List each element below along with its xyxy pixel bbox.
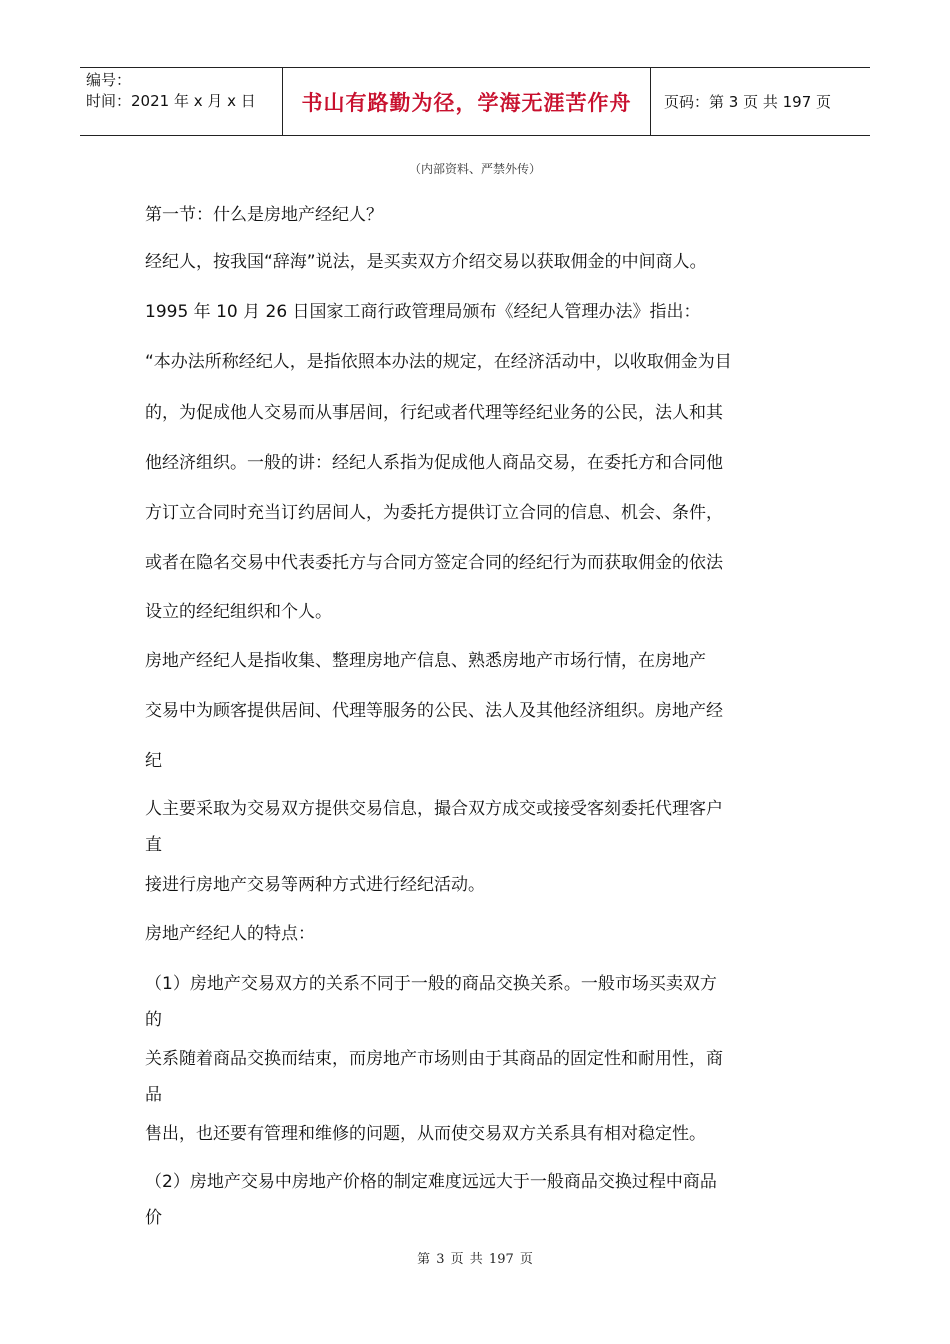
document-number-label: 编号： (86, 71, 132, 89)
paragraph-line: 人主要采取为交易双方提供交易信息，撮合双方成交或接受客刻委托代理客户 (145, 799, 723, 819)
header-motto-cell (282, 68, 651, 135)
paragraph-line: 品 (145, 1085, 162, 1105)
paragraph-line: 设立的经纪组织和个人。 (145, 602, 332, 622)
paragraph-line: 交易中为顾客提供居间、代理等服务的公民、法人及其他经济组织。房地产经 (145, 701, 723, 721)
page-footer: 第 3 页 共 197 页 (417, 1252, 533, 1267)
paragraph-line: 接进行房地产交易等两种方式进行经纪活动。 (145, 875, 485, 895)
paragraph-line: 房地产经纪人是指收集、整理房地产信息、熟悉房地产市场行情，在房地产 (145, 651, 706, 671)
paragraph-line: 或者在隐名交易中代表委托方与合同方签定合同的经纪行为而获取佣金的依法 (145, 553, 723, 573)
paragraph-line: 价 (145, 1208, 162, 1228)
paragraph-line: 关系随着商品交换而结束，而房地产市场则由于其商品的固定性和耐用性，商 (145, 1049, 723, 1069)
document-header (80, 67, 870, 136)
paragraph-line: 直 (145, 835, 162, 855)
paragraph-line: （1）房地产交易双方的关系不同于一般的商品交换关系。一般市场买卖双方 (145, 974, 717, 994)
paragraph-line: 纪 (145, 751, 162, 771)
paragraph-line: 房地产经纪人的特点： (145, 924, 315, 944)
paragraph-line: 的，为促成他人交易而从事居间，行纪或者代理等经纪业务的公民，法人和其 (145, 403, 723, 423)
paragraph-line: 1995 年 10 月 26 日国家工商行政管理局颁布《经纪人管理办法》指出： (145, 302, 701, 322)
paragraph-line: 经纪人，按我国“辞海”说法，是买卖双方介绍交易以获取佣金的中间商人。 (145, 252, 707, 272)
confidential-note: （内部资料、严禁外传） (408, 162, 541, 176)
paragraph-line: 方订立合同时充当订约居间人，为委托方提供订立合同的信息、机会、条件， (145, 503, 723, 523)
paragraph-line: “本办法所称经纪人，是指依照本办法的规定，在经济活动中，以收取佣金为目 (145, 352, 732, 372)
document-time-label: 时间：2021 年 x 月 x 日 (86, 92, 256, 110)
paragraph-line: （2）房地产交易中房地产价格的制定难度远远大于一般商品交换过程中商品 (145, 1172, 717, 1192)
paragraph-line: 的 (145, 1010, 162, 1030)
header-page-info: 页码：第 3 页 共 197 页 (664, 93, 832, 111)
header-meta-cell (80, 68, 282, 135)
paragraph-line: 他经济组织。一般的讲：经纪人系指为促成他人商品交易，在委托方和合同他 (145, 453, 723, 473)
paragraph-line: 售出，也还要有管理和维修的问题，从而使交易双方关系具有相对稳定性。 (145, 1124, 706, 1144)
section-heading: 第一节：什么是房地产经纪人？ (145, 205, 383, 225)
header-motto: 书山有路勤为径，学海无涯苦作舟 (301, 90, 632, 115)
